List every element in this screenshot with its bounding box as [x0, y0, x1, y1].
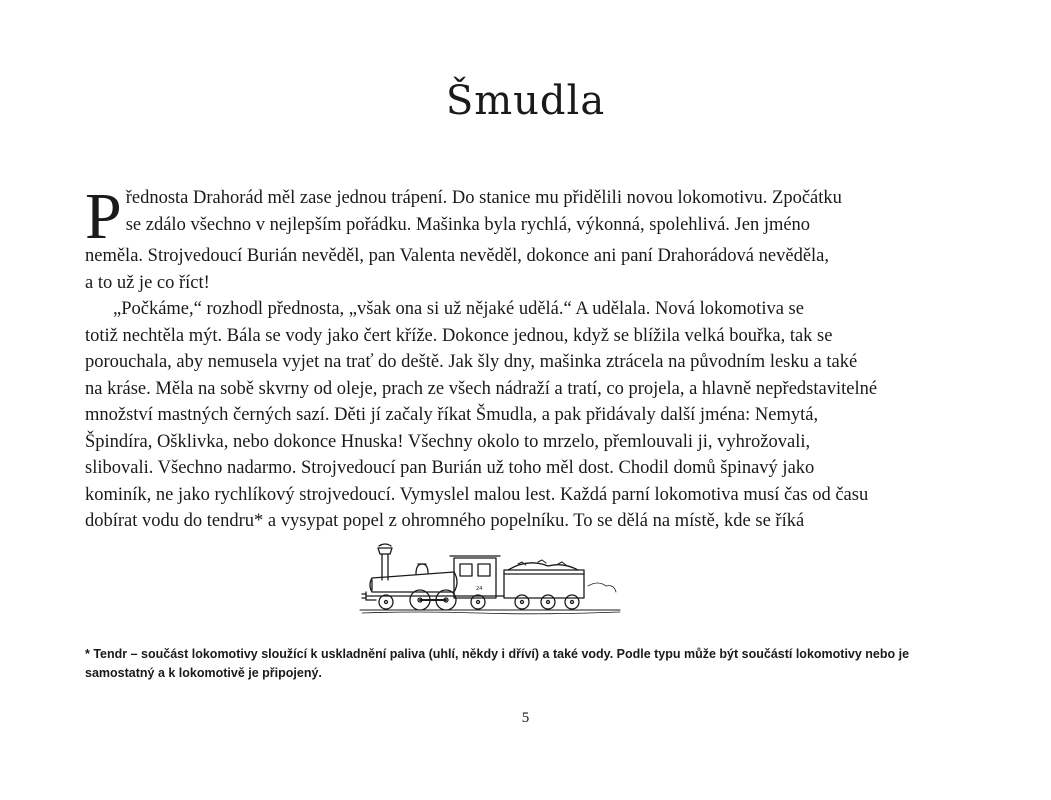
- footnote-line: * Tendr – součást lokomotivy sloužící k uskladnění paliva (uhlí, někdy i dříví) a také vody. Podle typu může být součástí lokomotivy nebo je: [85, 647, 910, 661]
- svg-text:24: 24: [476, 586, 483, 592]
- text-line: množství mastných černých sazí. Děti jí začaly říkat Šmudla, a pak přidávaly další jména: Nemytá,: [85, 405, 819, 425]
- steam-locomotive-icon: [358, 540, 622, 618]
- text-line: Špindíra, Ošklivka, nebo dokonce Hnuska! Všechny okolo to mrzelo, přemlouvali ji, vyhrožovali,: [85, 431, 811, 452]
- text-line: řednosta Drahorád měl zase jednou trápení. Do stanice mu přidělili novou lokomotivu. Zpočátku: [125, 188, 842, 208]
- text-line: porouchala, aby nemusela vyjet na trať do deště. Jak šly dny, mašinka ztrácela na původním lesku a také: [85, 352, 858, 372]
- text-line: kominík, ne jako rychlíkový strojvedoucí. Vymyslel malou lest. Každá parní lokomotiva musí čas od času: [85, 484, 869, 505]
- text-line: neměla. Strojvedoucí Burián nevěděl, pan Valenta nevěděl, dokonce ani paní Drahorádová nevěděla,: [85, 246, 830, 266]
- page-title: Šmudla: [445, 78, 606, 124]
- text-line: slibovali. Všechno nadarmo. Strojvedoucí pan Burián už toho měl dost. Chodil domů špinavý jako: [85, 458, 815, 478]
- text-line: dobírat vodu do tendru* a vysypat popel z ohromného popelníku. To se dělá na místě, kde se říká: [85, 511, 805, 531]
- text-line: a to už je co říct!: [85, 272, 210, 293]
- story-text: [85, 180, 965, 535]
- paragraph-2: [85, 296, 965, 535]
- text-line: se zdálo všechno v nejlepším pořádku. Mašinka byla rychlá, výkonná, spolehlivá. Jen jméno: [125, 214, 811, 235]
- page-number: 5: [521, 710, 530, 726]
- text-line: „Počkáme,“ rozhodl přednosta, „však ona si už nějaké udělá.“ A udělala. Nová lokomotiva se: [113, 299, 804, 319]
- text-line: na kráse. Měla na sobě skvrny od oleje, prach ze všech nádraží a tratí, co projela, a hlavně nepředstavitelné: [85, 378, 878, 399]
- footnote: [85, 645, 965, 683]
- text-line: totiž nechtěla mýt. Bála se vody jako čert kříže. Dokonce jednou, když se blížila velká bouřka, tak se: [85, 325, 833, 346]
- footnote-line: samostatný a k lokomotivě je připojený.: [85, 666, 322, 680]
- paragraph-1: [85, 180, 965, 296]
- drop-cap: P: [85, 180, 122, 253]
